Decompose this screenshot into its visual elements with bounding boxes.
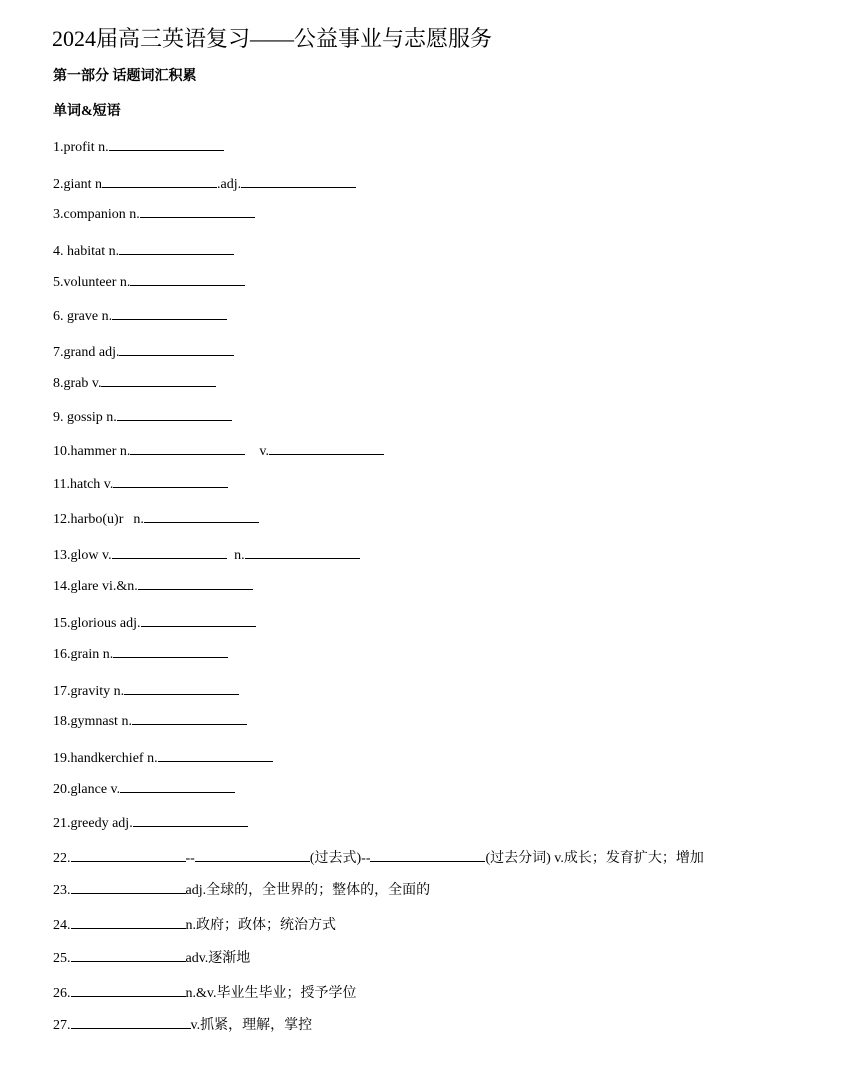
answer-blank[interactable] bbox=[141, 612, 256, 627]
vocab-item-1 bbox=[53, 136, 224, 158]
item-definition: (过去分词) v.成长；发育扩大；增加 bbox=[485, 851, 704, 866]
answer-blank[interactable] bbox=[71, 982, 186, 997]
answer-blank[interactable] bbox=[71, 947, 186, 962]
item-prompt: 3.companion n. bbox=[53, 207, 140, 222]
item-prompt: 11.hatch v. bbox=[53, 477, 114, 492]
answer-blank[interactable] bbox=[102, 173, 217, 188]
item-definition: v.抓紧，理解，掌控 bbox=[190, 1018, 313, 1033]
answer-blank[interactable] bbox=[195, 847, 310, 862]
item-prompt: 16.grain n. bbox=[53, 647, 114, 662]
item-prompt: 18.gymnast n. bbox=[53, 714, 132, 729]
vocab-item-25 bbox=[53, 947, 250, 969]
vocab-item-18 bbox=[53, 710, 247, 732]
item-prompt: 22. bbox=[53, 851, 71, 866]
vocab-item-10 bbox=[53, 440, 384, 462]
answer-blank[interactable] bbox=[138, 575, 253, 590]
item-prompt: 5.volunteer n. bbox=[53, 275, 131, 290]
item-prompt: 13.glow v. bbox=[53, 548, 112, 563]
answer-blank[interactable] bbox=[241, 173, 356, 188]
item-prompt: 27. bbox=[53, 1018, 71, 1033]
vocab-item-23 bbox=[53, 879, 430, 901]
answer-blank[interactable] bbox=[144, 508, 259, 523]
answer-blank[interactable] bbox=[158, 747, 273, 762]
vocab-item-21 bbox=[53, 812, 248, 834]
answer-blank[interactable] bbox=[133, 812, 248, 827]
item-prompt: 17.gravity n. bbox=[53, 684, 125, 699]
item-prompt: 21.greedy adj. bbox=[53, 816, 133, 831]
item-prompt: 26. bbox=[53, 986, 71, 1001]
answer-blank[interactable] bbox=[140, 203, 255, 218]
answer-blank[interactable] bbox=[71, 879, 186, 894]
answer-blank[interactable] bbox=[101, 372, 216, 387]
vocab-item-19 bbox=[53, 747, 273, 769]
vocab-item-3 bbox=[53, 203, 255, 225]
item-prompt: 8.grab v. bbox=[53, 376, 102, 391]
answer-blank[interactable] bbox=[71, 1014, 191, 1029]
item-prompt-part: v. bbox=[259, 444, 269, 459]
answer-blank[interactable] bbox=[370, 847, 485, 862]
item-prompt: 25. bbox=[53, 951, 71, 966]
item-prompt: 7.grand adj. bbox=[53, 345, 120, 360]
vocab-item-6 bbox=[53, 305, 227, 327]
vocab-item-14 bbox=[53, 575, 253, 597]
answer-blank[interactable] bbox=[112, 305, 227, 320]
vocab-item-16 bbox=[53, 643, 228, 665]
answer-blank[interactable] bbox=[269, 440, 384, 455]
section-heading-words-phrases: 单词&短语 bbox=[53, 104, 121, 119]
item-prompt: 4. habitat n. bbox=[53, 244, 120, 259]
answer-blank[interactable] bbox=[130, 440, 245, 455]
vocab-item-7 bbox=[53, 341, 234, 363]
item-prompt: 12.harbo(u)r bbox=[53, 512, 124, 527]
answer-blank[interactable] bbox=[71, 847, 186, 862]
item-definition: adj.全球的，全世界的；整体的，全面的 bbox=[185, 883, 431, 898]
item-prompt: 10.hammer n. bbox=[53, 444, 131, 459]
answer-blank[interactable] bbox=[113, 643, 228, 658]
vocab-item-5 bbox=[53, 271, 245, 293]
item-prompt: 20.glance v. bbox=[53, 782, 121, 797]
vocab-item-2 bbox=[53, 173, 356, 195]
answer-blank[interactable] bbox=[120, 778, 235, 793]
item-prompt: 6. grave n. bbox=[53, 309, 113, 324]
item-prompt: 23. bbox=[53, 883, 71, 898]
vocab-item-11 bbox=[53, 473, 228, 495]
vocab-item-15 bbox=[53, 612, 256, 634]
item-prompt: 1.profit n. bbox=[53, 140, 109, 155]
item-definition: n.&v.毕业生毕业；授予学位 bbox=[185, 986, 357, 1001]
answer-blank[interactable] bbox=[119, 341, 234, 356]
answer-blank[interactable] bbox=[113, 473, 228, 488]
answer-blank[interactable] bbox=[130, 271, 245, 286]
item-prompt-part: -- bbox=[185, 851, 195, 866]
item-prompt: 14.glare vi.&n. bbox=[53, 579, 138, 594]
item-prompt-part: .adj. bbox=[217, 177, 242, 192]
answer-blank[interactable] bbox=[124, 680, 239, 695]
item-prompt: 24. bbox=[53, 918, 71, 933]
answer-blank[interactable] bbox=[132, 710, 247, 725]
item-definition: adv.逐渐地 bbox=[185, 951, 251, 966]
item-prompt-part: n. bbox=[133, 512, 144, 527]
section-heading-part-one: 第一部分 话题词汇积累 bbox=[53, 69, 197, 84]
vocab-item-12 bbox=[53, 508, 259, 530]
item-prompt: 2.giant n bbox=[53, 177, 102, 192]
vocab-item-22 bbox=[53, 847, 704, 869]
vocab-item-17 bbox=[53, 680, 239, 702]
vocab-item-8 bbox=[53, 372, 216, 394]
vocab-item-24 bbox=[53, 914, 336, 936]
item-prompt: 15.glorious adj. bbox=[53, 616, 141, 631]
answer-blank[interactable] bbox=[117, 406, 232, 421]
vocab-item-27 bbox=[53, 1014, 312, 1036]
answer-blank[interactable] bbox=[112, 544, 227, 559]
answer-blank[interactable] bbox=[119, 240, 234, 255]
item-definition: n.政府；政体；统治方式 bbox=[185, 918, 336, 933]
item-prompt-part: n. bbox=[230, 548, 245, 563]
item-prompt-part: (过去式)-- bbox=[309, 851, 371, 866]
answer-blank[interactable] bbox=[71, 914, 186, 929]
vocab-item-26 bbox=[53, 982, 356, 1004]
answer-blank[interactable] bbox=[245, 544, 360, 559]
vocab-item-20 bbox=[53, 778, 235, 800]
page-title: 2024届高三英语复习——公益事业与志愿服务 bbox=[52, 26, 493, 51]
vocab-item-13 bbox=[53, 544, 360, 566]
vocab-item-9 bbox=[53, 406, 232, 428]
vocab-item-4 bbox=[53, 240, 234, 262]
item-prompt: 19.handkerchief n. bbox=[53, 751, 158, 766]
answer-blank[interactable] bbox=[109, 136, 224, 151]
item-prompt: 9. gossip n. bbox=[53, 410, 117, 425]
